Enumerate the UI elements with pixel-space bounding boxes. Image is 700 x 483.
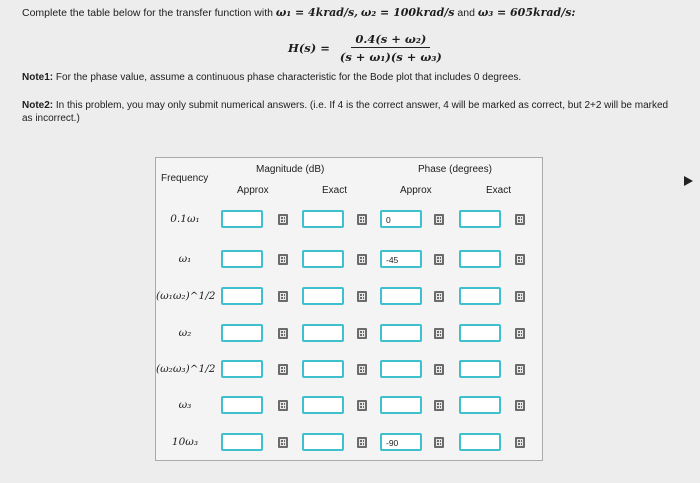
grid-icon[interactable] [515, 254, 525, 265]
answer-input-phase-approx[interactable] [380, 324, 422, 342]
grid-icon[interactable] [357, 291, 367, 302]
grid-icon[interactable] [515, 214, 525, 225]
answer-table [155, 157, 543, 461]
answer-input-mag-approx[interactable] [221, 250, 263, 268]
answer-input-phase-exact[interactable] [459, 396, 501, 414]
note1-text: For the phase value, assume a continuous phase characteristic for the Bode plot that includes 0 degrees. [53, 72, 522, 83]
answer-input-phase-exact[interactable] [459, 210, 501, 228]
grid-icon[interactable] [357, 400, 367, 411]
frequency-label: ω₁ [178, 253, 192, 265]
frequency-label: (ω₂ω₃)^1/2 [156, 363, 216, 375]
transfer-function-fraction [336, 32, 446, 64]
grid-icon[interactable] [515, 328, 525, 339]
frequency-label: 10ω₃ [171, 436, 199, 448]
cursor-icon [684, 176, 693, 186]
answer-input-mag-exact[interactable] [302, 360, 344, 378]
grid-icon[interactable] [434, 254, 444, 265]
transfer-function-lhs: H(s) = [288, 41, 330, 55]
phase-approx-header: Approx [400, 185, 432, 196]
phase-header: Phase (degrees) [418, 164, 492, 175]
grid-icon[interactable] [357, 437, 367, 448]
grid-icon[interactable] [357, 328, 367, 339]
note1-label: Note1: [22, 72, 54, 83]
intro-text: Complete the table below for the transfer function with [22, 7, 276, 19]
answer-input-mag-exact[interactable] [302, 287, 344, 305]
omega1-value: ω₁ = 4krad/s, [275, 6, 358, 19]
answer-input-phase-approx[interactable]: -45 [380, 250, 422, 268]
answer-input-phase-approx[interactable]: 0 [380, 210, 422, 228]
transfer-function [288, 32, 446, 64]
grid-icon[interactable] [434, 400, 444, 411]
grid-icon[interactable] [515, 364, 525, 375]
omega3-value: ω₃ = 605krad/s: [477, 6, 576, 19]
answer-input-phase-exact[interactable] [459, 324, 501, 342]
answer-input-phase-approx[interactable] [380, 287, 422, 305]
grid-icon[interactable] [434, 364, 444, 375]
grid-icon[interactable] [515, 291, 525, 302]
answer-input-mag-approx[interactable] [221, 287, 263, 305]
answer-input-phase-approx[interactable]: -90 [380, 433, 422, 451]
answer-input-phase-approx[interactable] [380, 396, 422, 414]
answer-input-mag-exact[interactable] [302, 396, 344, 414]
grid-icon[interactable] [278, 400, 288, 411]
note2-label: Note2: [22, 100, 54, 111]
note2 [22, 99, 672, 125]
grid-icon[interactable] [278, 214, 288, 225]
grid-icon[interactable] [434, 328, 444, 339]
frequency-label: ω₂ [178, 327, 192, 339]
answer-input-phase-approx[interactable] [380, 360, 422, 378]
transfer-function-numerator: 0.4(s + ω₂) [351, 32, 430, 48]
problem-statement [22, 6, 576, 19]
answer-input-mag-exact[interactable] [302, 250, 344, 268]
answer-input-mag-approx[interactable] [221, 433, 263, 451]
frequency-label: (ω₁ω₂)^1/2 [156, 290, 216, 302]
grid-icon[interactable] [278, 328, 288, 339]
note1 [22, 71, 521, 84]
grid-icon[interactable] [278, 437, 288, 448]
magnitude-header: Magnitude (dB) [256, 164, 325, 175]
grid-icon[interactable] [434, 214, 444, 225]
note2-text: In this problem, you may only submit numerical answers. (i.e. If 4 is the correct answer, 4 will be marked as correct, but 2+2 will be marked as incorrect.) [22, 100, 669, 124]
answer-input-mag-approx[interactable] [221, 360, 263, 378]
phase-exact-header: Exact [486, 185, 512, 196]
answer-input-phase-exact[interactable] [459, 360, 501, 378]
grid-icon[interactable] [357, 214, 367, 225]
grid-icon[interactable] [515, 400, 525, 411]
answer-input-mag-exact[interactable] [302, 324, 344, 342]
grid-icon[interactable] [278, 291, 288, 302]
answer-input-mag-approx[interactable] [221, 324, 263, 342]
grid-icon[interactable] [357, 364, 367, 375]
grid-icon[interactable] [278, 364, 288, 375]
frequency-label: 0.1ω₁ [170, 213, 200, 225]
answer-input-mag-exact[interactable] [302, 433, 344, 451]
answer-input-phase-exact[interactable] [459, 250, 501, 268]
grid-icon[interactable] [434, 291, 444, 302]
grid-icon[interactable] [434, 437, 444, 448]
answer-input-phase-exact[interactable] [459, 433, 501, 451]
grid-icon[interactable] [357, 254, 367, 265]
frequency-label: ω₃ [178, 399, 192, 411]
magnitude-approx-header: Approx [237, 185, 269, 196]
answer-input-phase-exact[interactable] [459, 287, 501, 305]
and-text: and [454, 7, 478, 19]
magnitude-exact-header: Exact [322, 185, 348, 196]
answer-input-mag-approx[interactable] [221, 396, 263, 414]
answer-input-mag-exact[interactable] [302, 210, 344, 228]
answer-input-mag-approx[interactable] [221, 210, 263, 228]
frequency-header: Frequency [161, 173, 209, 184]
transfer-function-denominator: (s + ω₁)(s + ω₃) [339, 50, 442, 64]
omega2-value: ω₂ = 100krad/s [360, 6, 455, 19]
grid-icon[interactable] [515, 437, 525, 448]
grid-icon[interactable] [278, 254, 288, 265]
